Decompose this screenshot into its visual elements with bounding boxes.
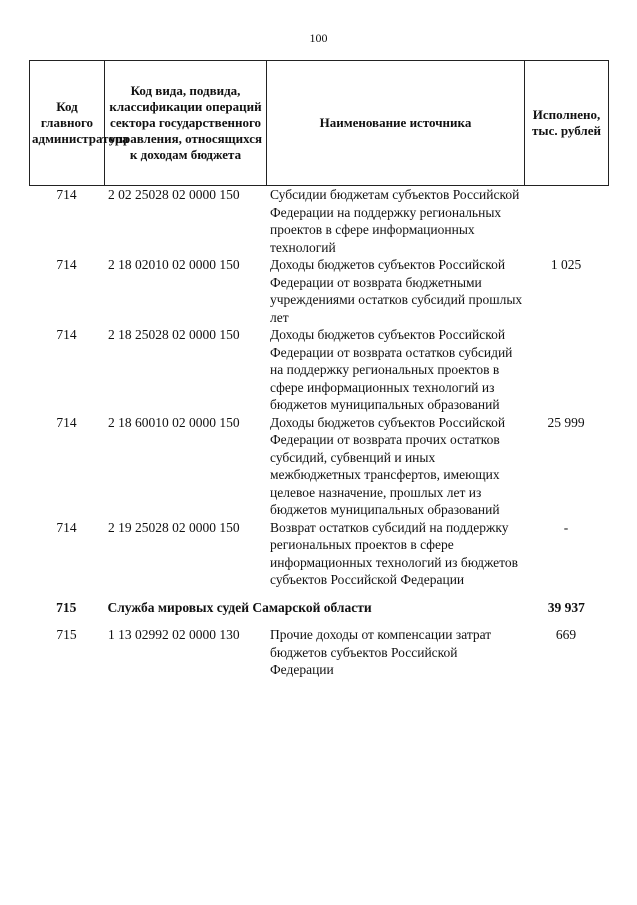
source-name-cell: Доходы бюджетов субъектов Российской Федерации от возврата бюджетными учреждениями остатков субсидий прошлых лет xyxy=(270,257,523,325)
type-code-cell: 1 13 02992 02 0000 130 xyxy=(108,627,240,642)
table-row xyxy=(29,256,608,326)
admin-code-cell: 714 xyxy=(56,257,77,272)
header-source-name: Наименование источника xyxy=(267,61,525,186)
type-code-cell: 2 19 25028 02 0000 150 xyxy=(108,519,240,535)
table-header xyxy=(29,60,609,186)
admin-code-cell: 714 xyxy=(56,327,77,342)
admin-code-cell: 715 xyxy=(56,627,77,642)
amount-cell: 25 999 xyxy=(547,414,585,430)
source-name-cell: Доходы бюджетов субъектов Российской Федерации от возврата прочих остатков субсидий, субвенций и иных межбюджетных трансфертов, имеющих целевое назначение, прошлых лет из бюджетов муниципальных образований xyxy=(270,414,506,517)
type-code-cell: 2 18 60010 02 0000 150 xyxy=(108,414,240,430)
section-heading-row xyxy=(29,599,608,617)
header-executed: Исполнено, тыс. рублей xyxy=(525,61,609,186)
type-code-cell: 2 02 25028 02 0000 150 xyxy=(108,187,240,202)
table-row xyxy=(29,519,608,589)
table-row xyxy=(29,626,608,679)
source-name-cell: Субсидии бюджетам субъектов Российской Федерации на поддержку региональных проектов в сфере информационных технологий xyxy=(270,187,520,255)
amount-cell xyxy=(524,326,608,414)
admin-code-cell: 714 xyxy=(56,519,77,535)
amount-cell: - xyxy=(563,519,569,535)
amount-cell: 1 025 xyxy=(550,257,582,272)
type-code-cell: 2 18 02010 02 0000 150 xyxy=(108,257,240,272)
section-title: Служба мировых судей Самарской области xyxy=(107,599,372,615)
admin-code-cell: 714 xyxy=(56,187,77,202)
header-type-code: Код вида, подвида, классификации операций сектора государственного управления, относящихся к доходам бюджета xyxy=(105,61,267,186)
section-admin-code: 715 xyxy=(56,599,77,615)
amount-cell xyxy=(524,186,608,256)
table-row xyxy=(29,414,608,519)
admin-code-cell: 714 xyxy=(56,414,77,430)
table-row xyxy=(29,326,608,414)
source-name-cell: Доходы бюджетов субъектов Российской Федерации от возврата остатков субсидий на поддержку региональных проектов в сфере информационных технологий из бюджетов муниципальных образований xyxy=(270,327,513,412)
amount-cell: 669 xyxy=(555,627,577,642)
table-row xyxy=(29,186,608,256)
source-name-cell: Прочие доходы от компенсации затрат бюджетов субъектов Российской Федерации xyxy=(270,627,492,677)
table-body xyxy=(29,186,608,679)
page-number: 100 xyxy=(309,31,328,45)
section-amount: 39 937 xyxy=(547,599,585,615)
source-name-cell: Возврат остатков субсидий на поддержку региональных проектов в сфере информационных технологий из бюджетов субъектов Российской Федерации xyxy=(270,519,518,587)
header-admin-code: Код главного администратора xyxy=(30,61,105,186)
type-code-cell: 2 18 25028 02 0000 150 xyxy=(108,327,240,342)
